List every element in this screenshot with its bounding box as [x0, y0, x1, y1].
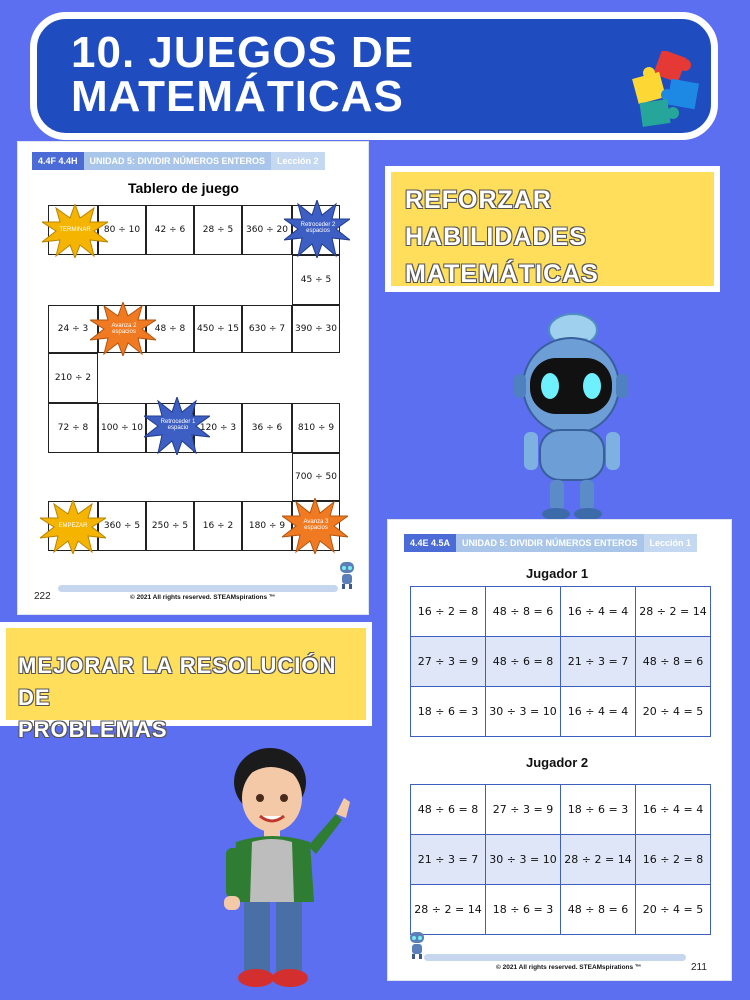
title-line-1: 10. JUEGOS DE	[71, 28, 415, 77]
table-cell: 18 ÷ 6 = 3	[486, 885, 561, 935]
burst-label: Avanza 3 espacios	[303, 519, 329, 531]
breadcrumb	[404, 534, 697, 552]
board-cell: 700 ÷ 50	[292, 453, 340, 501]
footer-bar	[424, 954, 686, 961]
footer-bar	[58, 585, 338, 592]
table-cell: 21 ÷ 3 = 7	[411, 835, 486, 885]
callout-line: REFORZAR	[405, 186, 552, 214]
board-cell: 36 ÷ 6	[242, 403, 292, 453]
table-cell: 18 ÷ 6 = 3	[411, 687, 486, 737]
callout-line: MATEMÁTICAS	[405, 260, 599, 288]
board-cell: 810 ÷ 9	[292, 403, 340, 453]
page-number: 222	[34, 591, 51, 602]
table-cell: 48 ÷ 8 = 6	[486, 587, 561, 637]
copyright: © 2021 All rights reserved. STEAMspirations ™	[130, 594, 276, 601]
table-cell: 28 ÷ 2 = 14	[636, 587, 711, 637]
table-cell: 20 ÷ 4 = 5	[636, 687, 711, 737]
burst-label: EMPEZAR	[58, 523, 88, 529]
board-cell: 72 ÷ 8	[48, 403, 98, 453]
header-banner	[30, 12, 718, 140]
crumb-code: 4.4E 4.5A	[404, 534, 456, 552]
robot-icon	[500, 308, 642, 522]
crumb-code: 4.4F 4.4H	[32, 152, 84, 170]
player-1-title: Jugador 1	[526, 566, 589, 581]
table-row	[411, 637, 711, 687]
table-cell: 16 ÷ 2 = 8	[636, 835, 711, 885]
board-cell: 360 ÷ 20	[242, 205, 292, 255]
table-cell: 16 ÷ 4 = 4	[561, 687, 636, 737]
burst-label: Retroceder 2 espacios	[300, 222, 336, 234]
callout-reforzar	[385, 166, 720, 292]
board-cell: 250 ÷ 5	[146, 501, 194, 551]
table-cell: 16 ÷ 4 = 4	[636, 785, 711, 835]
table-cell: 30 ÷ 3 = 10	[486, 687, 561, 737]
player-worksheet	[388, 520, 731, 980]
table-cell: 28 ÷ 2 = 14	[411, 885, 486, 935]
table-cell: 48 ÷ 6 = 8	[486, 637, 561, 687]
board-cell: 42 ÷ 6	[146, 205, 194, 255]
board-cell: 80 ÷ 10	[98, 205, 146, 255]
board-cell: 630 ÷ 7	[242, 305, 292, 353]
page-number: 211	[691, 962, 707, 973]
burst-label: Avanza 2 espacios	[111, 323, 137, 335]
table-cell: 27 ÷ 3 = 9	[411, 637, 486, 687]
table-cell: 48 ÷ 8 = 6	[636, 637, 711, 687]
board-cell: 450 ÷ 15	[194, 305, 242, 353]
table-cell: 16 ÷ 2 = 8	[411, 587, 486, 637]
table-cell: 27 ÷ 3 = 9	[486, 785, 561, 835]
board-cell: 16 ÷ 2	[194, 501, 242, 551]
table-cell: 48 ÷ 8 = 6	[561, 885, 636, 935]
breadcrumb	[32, 152, 325, 170]
robot-icon	[336, 560, 358, 590]
burst-label: Retroceder 1 espacio	[160, 419, 196, 431]
board-worksheet	[18, 142, 368, 614]
board-cell: 210 ÷ 2	[48, 353, 98, 403]
table-row	[411, 885, 711, 935]
table-row	[411, 687, 711, 737]
crumb-lesson: Lección 2	[271, 152, 325, 170]
board-cell: 24 ÷ 3	[48, 305, 98, 353]
board-cell: 28 ÷ 5	[194, 205, 242, 255]
board-cell: 45 ÷ 5	[292, 255, 340, 305]
callout-line: MEJORAR LA RESOLUCIÓN DE	[18, 653, 337, 710]
copyright: © 2021 All rights reserved. STEAMspirations ™	[496, 964, 642, 971]
table-row	[411, 835, 711, 885]
board-cell: 120 ÷ 3	[194, 403, 242, 453]
table-row	[411, 587, 711, 637]
board-cell: 390 ÷ 30	[292, 305, 340, 353]
board-cell: 100 ÷ 10	[98, 403, 146, 453]
table-cell: 28 ÷ 2 = 14	[561, 835, 636, 885]
board-title: Tablero de juego	[128, 180, 239, 196]
callout-mejorar	[0, 622, 372, 742]
board-cell: 48 ÷ 8	[146, 305, 194, 353]
board-cell: 360 ÷ 5	[98, 501, 146, 551]
burst-label: TERMINAR	[59, 227, 91, 233]
board-cell: 180 ÷ 9	[242, 501, 292, 551]
crumb-unit: UNIDAD 5: DIVIDIR NÚMEROS ENTEROS	[456, 534, 644, 552]
table-cell: 18 ÷ 6 = 3	[561, 785, 636, 835]
player-1-grid	[410, 586, 711, 737]
player-2-grid	[410, 784, 711, 935]
player-2-title: Jugador 2	[526, 755, 589, 770]
table-row	[411, 785, 711, 835]
table-cell: 16 ÷ 4 = 4	[561, 587, 636, 637]
crumb-unit: UNIDAD 5: DIVIDIR NÚMEROS ENTEROS	[84, 152, 272, 170]
page-title	[71, 28, 415, 121]
callout-line: HABILIDADES	[405, 223, 587, 251]
callout-line: PROBLEMAS	[18, 717, 168, 742]
table-cell: 30 ÷ 3 = 10	[486, 835, 561, 885]
table-cell: 48 ÷ 6 = 8	[411, 785, 486, 835]
title-line-2: MATEMÁTICAS	[71, 72, 404, 121]
puzzle-icon	[627, 51, 705, 131]
crumb-lesson: Lección 1	[644, 534, 698, 552]
table-cell: 21 ÷ 3 = 7	[561, 637, 636, 687]
boy-icon	[218, 742, 360, 994]
table-cell: 20 ÷ 4 = 5	[636, 885, 711, 935]
